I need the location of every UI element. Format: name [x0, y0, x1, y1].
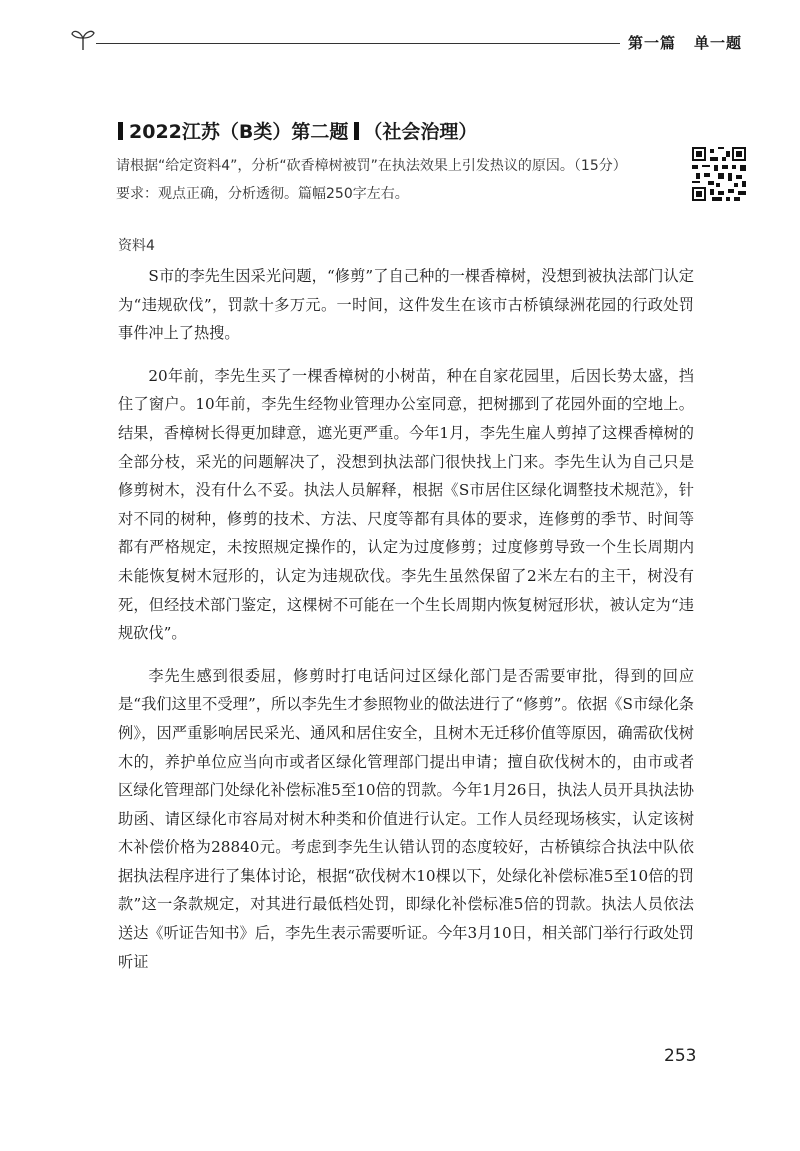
question-prompt-block [116, 152, 686, 208]
title-bar-mid [354, 122, 359, 140]
header-section: 单一题 [693, 34, 742, 52]
header-title [628, 32, 742, 53]
title-bar-left [118, 122, 123, 140]
question-title-sub: （社会治理） [363, 121, 478, 143]
qr-code-icon [692, 147, 746, 201]
question-prompt: 请根据“给定资料4”，分析“砍香樟树被罚”在执法效果上引发热议的原因。（15分） [116, 158, 627, 174]
material-paragraph: S市的李先生因采光问题，“修剪”了自己种的一棵香樟树，没想到被执法部门认定为“违规砍伐”，罚款十多万元。一时间，这件发生在该市古桥镇绿洲花园的行政处罚事件冲上了热搜。 [118, 267, 694, 343]
question-title [118, 117, 678, 144]
question-requirement: 要求：观点正确，分析透彻。篇幅250字左右。 [116, 186, 409, 202]
material-body [118, 262, 694, 990]
question-title-main: 2022江苏（B类）第二题 [129, 121, 349, 143]
material-paragraph: 20年前，李先生买了一棵香樟树的小树苗，种在自家花园里，后因长势太盛，挡住了窗户。10年前，李先生经物业管理办公室同意，把树挪到了花园外面的空地上。结果，香樟树长得更加肆意，遮光更严重。今年1月，李先生雇人剪掉了这棵香樟树的全部分枝，采光的问题解决了，没想到执法部门很快找上门来。李先生认为自己只是修剪树木，没有什么不妥。执法人员解释，根据《S市居住区绿化调整技术规范》，针对不同的树种，修剪的技术、方法、尺度等都有具体的要求，连修剪的季节、时间等都有严格规定，未按照规定操作的，认定为过度修剪；过度修剪导致一个生长周期内未能恢复树木冠形的，认定为违规砍伐。李先生虽然保留了2米左右的主干，树没有死，但经技术部门鉴定，这棵树不可能在一个生长周期内恢复树冠形状，被认定为“违规砍伐”。 [118, 366, 694, 643]
running-header [70, 24, 770, 58]
material-label: 资料4 [118, 238, 155, 254]
material-paragraph: 李先生感到很委屈，修剪时打电话问过区绿化部门是否需要审批，得到的回应是“我们这里不受理”，所以李先生才参照物业的做法进行了“修剪”。依据《S市绿化条例》，因严重影响居民采光、通风和居住安全，且树木无迁移价值等原因，确需砍伐树木的，养护单位应当向市或者区绿化管理部门提出申请；擅自砍伐树木的，由市或者区绿化管理部门处绿化补偿标准5至10倍的罚款。今年1月26日，执法人员开具执法协助函、请区绿化市容局对树木种类和价值进行认定。工作人员经现场核实，认定该树木补偿价格为28840元。考虑到李先生认错认罚的态度较好，古桥镇综合执法中队依据执法程序进行了集体讨论，根据“砍伐树木10棵以下，处绿化补偿标准5至10倍的罚款”这一条款规定，对其进行最低档处罚，即绿化补偿标准5倍的罚款。执法人员依法送达《听证告知书》后，李先生表示需要听证。今年3月10日，相关部门举行行政处罚听证 [118, 666, 694, 971]
page-number: 253 [664, 1046, 697, 1066]
header-rule [96, 43, 620, 44]
header-part: 第一篇 [627, 34, 676, 52]
sprout-icon [70, 26, 96, 52]
